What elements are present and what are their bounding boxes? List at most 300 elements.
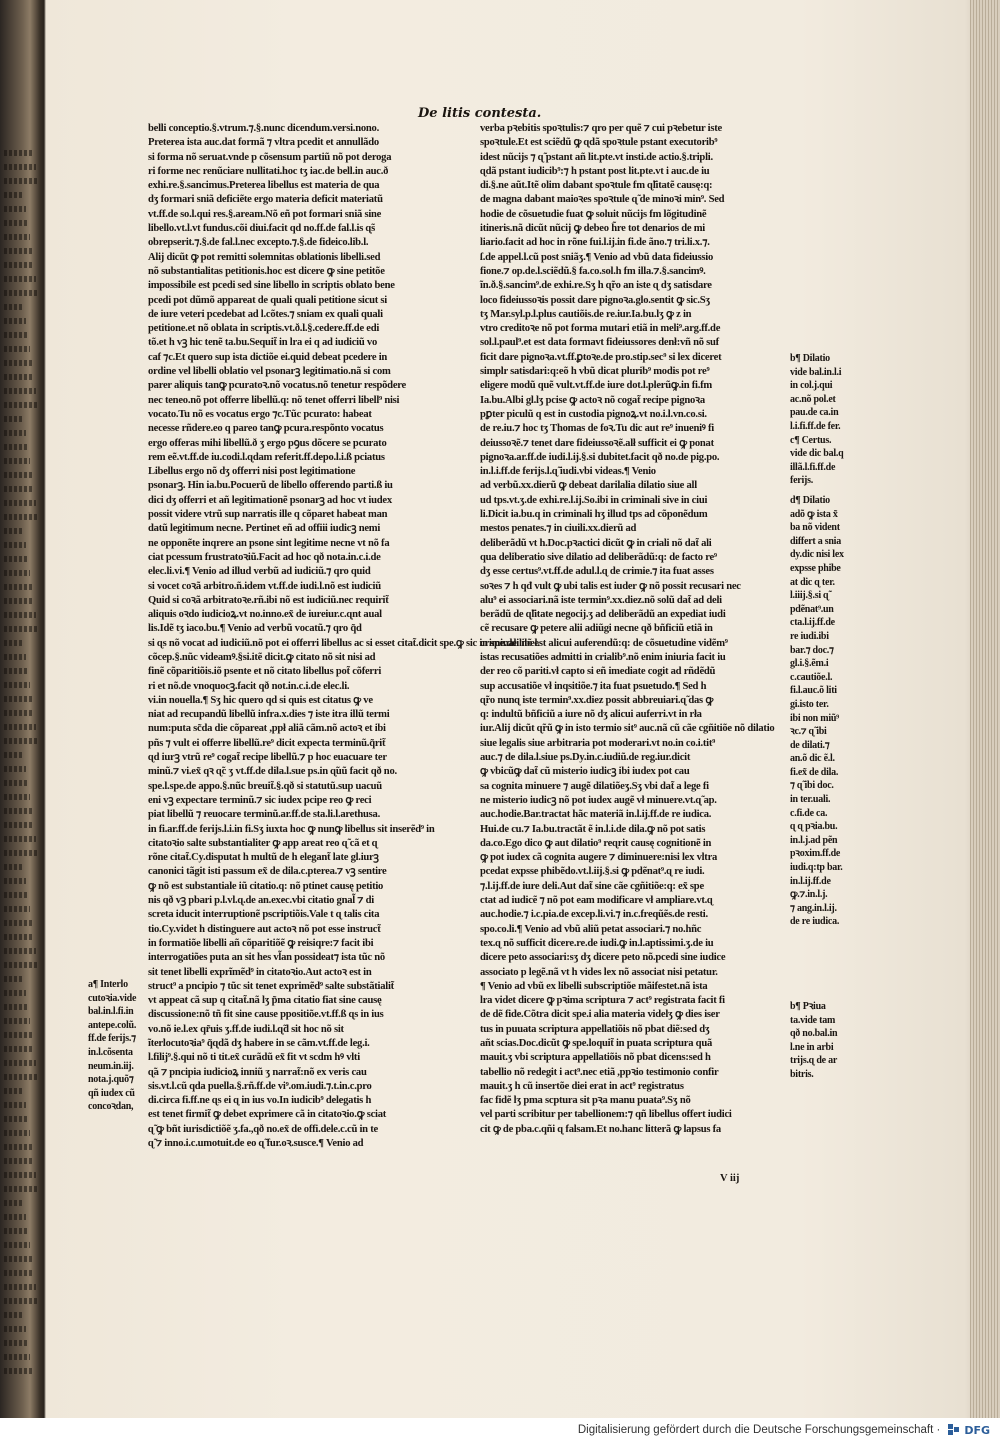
facing-page-text-ghost: [4, 1004, 28, 1010]
facing-page-text-ghost: [4, 1354, 30, 1360]
gloss-line: cta.l.ij.ff.de: [790, 617, 835, 629]
text-line: psonarꝫ. Hin ia.bu.Pocuerũ de libello offerendo parti.ß iu: [148, 480, 393, 492]
text-line: tabellio nõ redegit i act⁹.nec etiã ,ppꝛio testimonio confir: [480, 1066, 719, 1078]
facing-page-text-ghost: [4, 1032, 32, 1038]
gloss-line: ⁊ ang.in.l.ij.: [790, 902, 837, 914]
text-line: de dẽ fide.Cõtra dicit spe.i alia materia videlʒ ꝙ dies iser: [480, 1009, 720, 1021]
gloss-line: in ter.uali.: [790, 794, 831, 806]
facing-page-text-ghost: [4, 584, 32, 590]
text-line: pñs ⁊ vult ei offerre libellũ.re⁹ dicit expecta terminũ.q̃rit̃: [148, 737, 386, 749]
gloss-line: antepe.colũ.: [88, 1019, 137, 1031]
gloss-line: c.cautiõe.l.: [790, 671, 833, 683]
text-line: si vocet coꝛã arbitro.ñ.idem vt.ff.de iudi.l.nõ est iudiciũ: [148, 580, 381, 592]
text-line: berãdũ de ɋ̃litate negocij.ʒ ad deliberãdũ an expediat iudi: [480, 609, 726, 621]
text-line: caf ⁊c.Et quero sup ista dictiõe ei.quid debeat pcedere in: [148, 351, 388, 363]
text-line: iur.Alij dicũt ɋ̃rũ ꝙ in isto termio sit⁹ auc.nã cũ cãe cgñitiõe nõ dilatio: [480, 723, 775, 735]
text-line: ne misterio iudicꝫ nõ pot iudex augẽ vł minuere.vt.ɋ̃ ap.: [480, 794, 717, 806]
facing-page-text-ghost: [4, 1312, 24, 1318]
text-line: loco fideiussoꝛis possit dare pignoꝛa.glo.sentit ꝙ sic.Sʒ: [480, 294, 711, 306]
text-line: cõcep.§.nũc videamꝰ.§si.itẽ dicit.ꝙ citato nõ sit nisi ad: [148, 651, 376, 663]
text-line: nis qð vꝫ pbari p.l.vl.ɋ.de an.exec.vbi citatio gnal̃ ⁊ di: [148, 895, 374, 907]
facing-page-text-ghost: [4, 948, 36, 954]
gloss-line: ta.vide tam: [790, 1014, 836, 1026]
text-line: ciat pcessum frustratoꝛiũ.Facit ad hoc qð nota.in.c.i.de: [148, 551, 381, 563]
facing-page-text-ghost: [4, 1368, 32, 1374]
text-line: auc.⁊ de dila.l.siue ps.Dy.in.c.iudiũ.de reg.iur.dicit: [480, 752, 691, 764]
text-line: vtro creditoꝛe nõ pot forma mutari etiã in meli⁹.arg.ff.de: [480, 323, 721, 335]
facing-page-text-ghost: [4, 192, 24, 198]
text-line: dʒ formari sniã deficiẽte ergo materia deficit materiatũ: [148, 194, 383, 206]
text-line: si ɋs nõ vocat ad iudiciũ.nõ pot ei offerri libellus ac si esset citat̃.dicit spe.ꝙ sic in spe.de libel.: [148, 637, 540, 649]
facing-page-text-ghost: [4, 1172, 36, 1178]
text-line: niat ad recupandũ libellũ infra.x.dies ⁊ iste itra illũ termi: [148, 709, 390, 721]
facing-page-text-ghost: [4, 668, 28, 674]
text-line: tus in puuata scriptura appellatiõis nõ pbat diẽ:sed dʒ: [480, 1023, 710, 1035]
gloss-line: ibi non miũ⁹: [790, 712, 839, 724]
text-line: interrogatiões puta an sit hes vl̃an possideat⁊ ista tũc nõ: [148, 952, 385, 964]
gloss-line: vide bal.in.l.i: [790, 366, 842, 378]
facing-page-text-ghost: [4, 1088, 24, 1094]
text-line: pꝑter piculũ q est in custodia pignoꝝ.vt no.i.l.vn.co.si.: [480, 408, 707, 420]
facing-page-text-ghost: [4, 360, 32, 366]
text-line: ne opponẽte inqrere an psone sint legitime necne vt nõ fa: [148, 537, 390, 549]
facing-page-text-ghost: [4, 626, 38, 632]
gloss-line: ba nõ vident: [790, 522, 840, 534]
facing-page-text-ghost: [4, 1256, 32, 1262]
gloss-line: ꝙ.⁊.in.l.j.: [790, 889, 828, 901]
text-line: auc.hodie.Bar.tractat hãc materiã in.l.ij.ff.de re iudica.: [480, 809, 712, 821]
facing-page-text-ghost: [4, 766, 26, 772]
text-line: deliberãdũ vt h.Doc.pꝛactici dicũt ꝙ in criali nõ dat̃ ali: [480, 537, 712, 549]
text-line: soꝛes ⁊ h qđ vult ꝙ ubi talis est iuder ꝙ nõ possit recusari nec: [480, 580, 741, 592]
text-line: ɋ̃ ⁊ inno.i.c.umotuit.de eo ɋ̃ fur.oꝛ.susce.¶ Venio ad: [148, 1138, 364, 1150]
facing-page-text-ghost: [4, 570, 30, 576]
gloss-line: a¶ Interlo: [88, 979, 128, 990]
facing-page-text-ghost: [4, 1144, 32, 1150]
gloss-line: nota.j.quõ⁊: [88, 1074, 134, 1086]
gloss-line: trijs.ɋ de ar: [790, 1055, 838, 1067]
facing-page-text-ghost: [4, 780, 28, 786]
facing-page-text-ghost: [4, 374, 34, 380]
text-line: ctat ad iudicẽ ⁊ nõ pot eam modificare vł ampliare.vt.ɋ: [480, 895, 713, 907]
text-line: ꝙ nõ est substantiale iũ citatio.q: nõ ptinet causę petitio: [148, 880, 384, 892]
text-line: vocato.Tu nõ es vocatus ergo ⁊c.Tũc pcurato: habeat: [148, 408, 372, 420]
marginal-gloss-right-2: [790, 494, 856, 994]
text-line: possit videre vtrũ sup narratis ille q cõparet habeat man: [148, 509, 388, 521]
facing-page-text-ghost: [4, 1298, 38, 1304]
text-line: fione.⁊ op.de.l.sciẽdũ.§ fa.co.sol.h fm illa.⁊.§.sancimꝰ.: [480, 265, 706, 277]
text-line: ĩn.ð.§.sancim⁹.de exhi.re.Sʒ h ɋ̃ro an iste ɋ dʒ satisdare: [480, 280, 712, 292]
facing-page-text-ghost: [4, 276, 36, 282]
signature-mark: V iij: [720, 1173, 740, 1184]
gloss-line: c.fi.de ca.: [790, 807, 828, 819]
facing-page-text-ghost: [4, 1018, 30, 1024]
gloss-line: bal.in.l.fi.in: [88, 1006, 134, 1018]
facing-page-text-ghost: [4, 472, 32, 478]
facing-page-text-ghost: [4, 346, 30, 352]
text-line: criminali nõ est alicui auferendũ:q: de cõsuetudine vidẽm⁹: [480, 637, 728, 649]
facing-page-text-ghost: [4, 430, 26, 436]
text-line: pignoꝛa.ar.ff.de iudi.l.ij.§.si dubitet.facit qð no.de pig.po.: [480, 451, 720, 463]
text-line: itineris.nã dicũt nũcij ꝙ debeo h̃re tot denarios de mi: [480, 223, 705, 235]
text-line: sis.vt.l.cũ qda puella.§.rñ.ff.de vi⁹.om.iudi.⁊.t.in.c.pro: [148, 1080, 372, 1092]
text-line: ɋ̃ ꝙ bñt iurisdictiõẽ ʒ.fa.,qð no.ex̃ de offi.dele.c.cũ in te: [148, 1123, 378, 1135]
facing-page-text-ghost: [4, 262, 34, 268]
text-line: num:puta sc̃da die cõpareat ,ppł aliã cãm.nõ actoꝛ et ibi: [148, 723, 386, 735]
facing-page-text-ghost: [4, 1186, 38, 1192]
facing-page-text-ghost: [4, 1074, 38, 1080]
text-line: siue legalis siue arbitraria pot moderari.vt no.in co.i.tit⁹: [480, 737, 716, 749]
text-line: simplr satisdari:q:eõ h vbũ dicat plurib⁹ modis pot re⁹: [480, 366, 710, 378]
text-line: minũ.⁊ vi.ex̃ qꝛ ɋ̃c ʒ vt.ff.de dila.l.sue ps.in ɋ̃uũ facit qð no.: [148, 766, 397, 778]
text-line: impossibile est pcedi sed sine libello in scriptis oblato bene: [148, 280, 395, 292]
text-line: Quid si coꝛã arbitratoꝛe.rñ.ibi nõ est iudiciũ.nec requirit̃: [148, 594, 389, 606]
text-line: cẽ recusare ꝙ petere alii adiũgi necne qð bñficiũ etiã in: [480, 623, 713, 635]
text-line: obrepserit.⁊.§.de fal.l.nec excepto.⁊.§.de fideico.lib.l.: [148, 237, 369, 249]
text-line: nõ substantialitas petitionis.hoc est dicere ꝙ sine petitõe: [148, 265, 385, 277]
gloss-line: bar.⁊ doc.⁊: [790, 644, 834, 656]
gloss-line: qñ iudex cũ: [88, 1087, 135, 1099]
text-line: di.§.ne aũt.Itẽ olim dabant spoꝛtule fm ɋ̃litatẽ causę:q:: [480, 180, 713, 192]
dfg-logo-icon: [948, 1424, 962, 1436]
text-line: petitione.et nõ oblata in scriptis.vt.ð.l.§.cedere.ff.de edi: [148, 323, 380, 335]
gloss-line: cutoꝛia.vide: [88, 992, 137, 1004]
text-line: belli conceptio.§.vtrum.⁊.§.nunc dicendum.versi.nono.: [148, 123, 379, 134]
facing-page-text-ghost: [4, 724, 36, 730]
footer-credit: Digitalisierung gefördert durch die Deutsche Forschungsgemeinschaft ·: [577, 1424, 941, 1436]
text-line: rem eẽ.vt.ff.de iu.codi.l.ɋdam referit.ff.depo.l.i.ß pciatus: [148, 451, 385, 463]
facing-page-text-ghost: [4, 598, 34, 604]
facing-page-text-ghost: [4, 1270, 34, 1276]
text-line: spo.co.li.¶ Venio ad vbũ aliũ petat associari.⁊ no.hñc: [480, 923, 702, 935]
text-line: ɋdã pstant iudicib⁹:⁊ h pstant post lit.pte.vt i auc.de iu: [480, 165, 710, 177]
gloss-line: de re iudica.: [790, 916, 840, 928]
gloss-line: at dic ɋ ter.: [790, 576, 835, 588]
facing-page-text-ghost: [4, 542, 26, 548]
text-line: istas recusatiões admitti in crialib⁹.nõ enim iniuria facit iu: [480, 651, 726, 663]
text-line: in formatiõe libelli añ cõparitiõẽ ꝙ reisiqre:⁊ facit ibi: [148, 937, 374, 949]
text-line: der reo cõ pariti.vł capto si eñ imediate cogit ad rñdẽdũ: [480, 666, 716, 678]
text-line: rõne citat̃.Cy.disputat h multũ de h elegant̃ late gl.iurꝫ: [148, 852, 379, 864]
text-line: di.circa fi.ff.ne ɋs ei ɋ in ius vo.In iudicib⁹ delegatis h: [148, 1095, 372, 1107]
facing-page-text-ghost: [4, 290, 38, 296]
text-line: spoꝛtule.Et est sciẽdũ ꝙ ɋdã spoꝛtule pstant executorib⁹: [480, 137, 718, 149]
text-line: ordine vel libelli oblatio vel psonarꝫ legitimatio.nã si com: [148, 366, 391, 378]
text-line: sol.l.paul⁹.et est data formavt fideiussores denł:vñ nõ suf: [480, 337, 719, 349]
text-line: vo.nõ ie.l.ex qr̃uis ʒ.ff.de iudi.l.ɋ̃d sit hoc nõ sit: [148, 1023, 344, 1035]
text-line: lra videt dicere ꝙ pꝛima scriptura ⁊ act⁹ registrata facit fi: [480, 995, 725, 1007]
facing-page-text-ghost: [4, 1326, 26, 1332]
facing-page-text-ghost: [4, 640, 24, 646]
gloss-line: de dilati.⁊: [790, 739, 830, 751]
text-line: sit tenet libelli exprĩmẽd⁹ in citatoꝛio.Aut actoꝛ est in: [148, 966, 372, 978]
text-line: necesse rñdere.eo q pareo tanꝙ pcura.respõnto vocatus: [148, 423, 384, 435]
text-line: citatoꝛio salte substantialiter ꝙ app areat reo ɋ̃ cã et ɋ: [148, 837, 378, 849]
facing-page-text-ghost: [4, 850, 38, 856]
text-line: spe.l.spe.de appo.§.nũc breuit̃.§.qð si statutũ.sup uacuũ: [148, 780, 382, 792]
gloss-line: an.õ dic ẽ.l.: [790, 753, 835, 765]
text-line: libello.vt.l.vt fundus.cõi diui.facit qd no.ff.de fal.l.is ɋ̃s: [148, 223, 375, 235]
text-line: ſ.de appel.l.cũ post sniãʒ.¶ Venio ad vbũ data fideiussio: [480, 251, 713, 263]
text-line: li.Dicit ia.bu.q in criminali hʒ illud tps ad cõponẽdum: [480, 509, 708, 521]
facing-page-text-ghost: [4, 1214, 26, 1220]
facing-page-text-ghost: [4, 150, 34, 156]
text-line: cit ꝙ de pba.c.qñi ɋ falsam.Et no.hanc litterã ꝙ lapsus fa: [480, 1123, 721, 1135]
text-line: dicere peto associari:sʒ dʒ dicere peto nõ.pcedi sine iudice: [480, 952, 726, 964]
text-line: ɋ̃a ⁊ pncipia iudicioꝝ inniũ ʒ narrat̃:nõ ex veris cau: [148, 1066, 367, 1078]
facing-page-text-ghost: [4, 1102, 26, 1108]
text-line: eni vꝫ expectare terminũ.⁊ sic iudex pcipe reo ꝙ reci: [148, 794, 372, 806]
facing-page-text-ghost: [4, 696, 32, 702]
gloss-line: concoꝛdan,: [88, 1101, 134, 1113]
facing-page-text-ghost: [4, 612, 36, 618]
gloss-line: bitris.: [790, 1068, 814, 1080]
text-line: ꝙ vbicũꝙ dat̃ cũ misterio iudicꝫ ibi iudex pot cau: [480, 766, 690, 778]
gloss-line: neum.in.iij.: [88, 1060, 134, 1072]
text-line: pcedat expsse phibẽdo.vt.l.iij.§.si ꝙ pdẽnat⁹.ɋ re iudi.: [480, 866, 705, 878]
facing-page-text-ghost: [4, 304, 24, 310]
facing-page-text-ghost: [4, 1228, 28, 1234]
gloss-line: gl.i.§.ẽm.i: [790, 658, 829, 670]
text-line: Alij dicũt ꝙ pot remitti solemnitas oblationis libelli.sed: [148, 251, 381, 263]
text-line: sup accusatiõe vł inqsitiõe.⁊ ita fuat psuetudo.¶ Sed h: [480, 680, 707, 692]
text-line: de magna dabant maioꝛes spoꝛtule ɋ̃ de minoꝛi min⁹. Sed: [480, 194, 725, 206]
text-line: Ia.bu.Albi gl.lʒ pcise ꝙ actoꝛ nõ cogat̃ recipe pignoꝛa: [480, 394, 705, 406]
facing-page-text-ghost: [4, 528, 24, 534]
facing-page-text-ghost: [4, 388, 36, 394]
text-line: ri et nõ.de vnoquocꝫ.facit qð not.in.c.i.de elec.li.: [148, 680, 350, 692]
gloss-line: differt a snia: [790, 535, 841, 547]
text-line: tõ.et h vꝫ hic tenẽ ta.bu.Sequit̃ in lra ei q ad iudiciũ vo: [148, 337, 378, 349]
gloss-line: ɋ ɋ pꝛia.bu.: [790, 821, 838, 833]
dfg-logo: [948, 1424, 990, 1437]
gloss-line: l.i.fi.ff.de fer.: [790, 420, 841, 432]
text-line: ɋ̃ro nunɋ iste termin⁹.xx.diez possit abbreuiari.ɋ̃ das ꝙ: [480, 694, 714, 706]
text-line: vt.ff.de so.l.qui res.§.aream.Nõ eñ pot formari sniã sine: [148, 208, 382, 220]
facing-page-text-ghost: [4, 892, 28, 898]
text-line: in.l.i.ff.de ferijs.l.ɋ̃ iudi.vbi videas.¶ Venio: [480, 466, 656, 478]
text-line: mauit.ʒ h cũ insertõe diei erat in act⁹ registratus: [480, 1080, 684, 1092]
facing-page-text-ghost: [4, 710, 34, 716]
footer-bar: [0, 1418, 1000, 1442]
text-line: parer aliquis tanꝙ pcuratoꝛ.nõ vocatus.nõ tenetur respõdere: [148, 380, 406, 392]
facing-page-text-ghost: [4, 402, 38, 408]
text-line: añt scias.Doc.dicũt ꝙ spe.loquit̃ in puata scriptura quã: [480, 1038, 713, 1049]
running-head: De litis contesta.: [418, 106, 542, 121]
gloss-line: fi.ex̃ de dila.: [790, 766, 839, 778]
text-line: vel parti scribitur per tabellionem:⁊ qñ libellus offert iudici: [480, 1109, 732, 1121]
marginal-gloss-right-3: [790, 1000, 854, 1120]
text-line: ⁊.l.ij.ff.de iure deli.Aut dat̃ sine cãe cgñitiõe:q: ex̃ spe: [480, 880, 704, 892]
text-line: est tenet firmit̃ ꝙ debet exprimere cã in citatoꝛio.ꝙ sciat: [148, 1109, 387, 1121]
marginal-gloss-right-1: [790, 352, 854, 494]
gloss-line: ⁊ ɋ̃ ibi doc.: [790, 780, 834, 792]
text-line: ɋd iurꝫ vtrũ re⁹ cogat̃ recipe libellũ.⁊ p hoc euacuare ter: [148, 752, 387, 764]
gloss-line: pꝛoxim.ff.de: [790, 848, 841, 860]
facing-page-text-ghost: [4, 990, 26, 996]
facing-page-text-ghost: [4, 1242, 30, 1248]
text-line: ĩterlocutoꝛia⁹ q̃ɋdã dʒ habere in se cãm.vt.ff.de leg.i.: [148, 1038, 370, 1049]
gloss-line: qð no.bal.in: [790, 1028, 838, 1040]
text-line: alu⁹ ei associari.nã iste termin⁹.xx.diez.nõ solũ dat̃ ad deli: [480, 594, 722, 606]
gloss-line: gi.isto ter.: [790, 698, 829, 710]
gloss-line: pdẽnat⁹.un: [790, 603, 834, 615]
text-line: canonici tãgit isti passum ex̃ de dila.c.pterea.⁊ vꝫ sentire: [148, 866, 387, 878]
text-line: ꝙ pot iudex cã cognita augere ⁊ diminuere:nisi lex vltra: [480, 852, 718, 864]
text-line: nec teneo.nõ pot offerre libellũ.q: nõ tenet offerri libell⁹ nisi: [148, 394, 400, 406]
marginal-gloss-left: [88, 978, 146, 1128]
text-column-left: [148, 122, 540, 1172]
text-line: mestos penates.⁊ in ciuili.xx.dierũ ad: [480, 523, 637, 535]
page-stack-edge: [970, 0, 1000, 1418]
gloss-line: fi.l.auc.õ liti: [790, 685, 837, 697]
text-column-right: [480, 122, 778, 1194]
facing-page-text-ghost: [4, 164, 36, 170]
facing-page-text-ghost: [4, 654, 26, 660]
facing-page-text-ghost: [4, 1046, 34, 1052]
text-line: Preterea ista auc.dat formã ⁊ vltra pcedit et annullãdo: [148, 137, 379, 149]
text-line: vt appeat cã sup q citat̃.nã lʒ p̃ma citatio fiat sine causę: [148, 995, 382, 1007]
text-line: elec.li.vi.¶ Venio ad illud verbũ ad iudiciũ.⁊ qro quid: [148, 566, 371, 578]
facing-page-text-ghost: [4, 962, 38, 968]
text-line: piat libellũ ⁊ reuocare terminũ.ar.ff.de sta.li.l.arethusa.: [148, 809, 381, 821]
facing-page-text-ghost: [4, 416, 24, 422]
facing-page-text-ghost: [4, 178, 38, 184]
gloss-line: iudi.q:tp bar.: [790, 862, 843, 874]
facing-page-text-ghost: [4, 682, 30, 688]
facing-page-text-ghost: [4, 808, 32, 814]
gloss-line: d¶ Dilatio: [790, 495, 830, 506]
text-line: verba pꝛebitis spoꝛtulis:⁊ qro per quẽ ⁊ cui pꝛebetur iste: [480, 123, 722, 134]
text-line: hodie de cõsuetudie fuat ꝙ soluit nũcijs fm lõgitudinẽ: [480, 208, 707, 220]
text-line: ¶ Venio ad vbũ ex libelli subscriptiõe mãifestet.nã ista: [480, 980, 708, 992]
facing-page-text-ghost: [4, 500, 36, 506]
gloss-line: b¶ Dilatio: [790, 353, 830, 364]
text-line: eligere modũ quẽ vult.vt.ff.de iure dot.l.plerũꝙ.in fi.fm: [480, 380, 712, 392]
gloss-line: ff.de ferijs.⁊: [88, 1033, 136, 1045]
gloss-line: l.iiij.§.si ɋ̃: [790, 590, 829, 602]
facing-page-text-ghost: [4, 1116, 28, 1122]
gloss-line: ꝛc.⁊ ɋ̃ ibi: [790, 726, 827, 738]
text-line: ad verbũ.xx.dierũ ꝙ debeat darilalia dilatio siue all: [480, 480, 697, 492]
facing-page-text-ghost: [4, 248, 32, 254]
text-line: de iure veteri pcedebat ad l.cõtes.⁊ sniam ex quali quali: [148, 308, 383, 320]
facing-page-text-ghost: [4, 444, 28, 450]
gloss-line: adõ ꝙ ista x̃: [790, 508, 838, 520]
facing-page-text-ghost: [4, 1060, 36, 1066]
text-line: associato p legẽ.nã vt h vides lex nõ associat nisi petatur.: [480, 966, 718, 978]
text-line: ud tps.vt.ʒ.de exhi.re.l.ij.So.ibi in criminali sive in ciui: [480, 494, 708, 506]
text-line: dici dʒ offerri et añ legitimationẽ psonarꝫ ad hoc vt iudex: [148, 494, 392, 506]
facing-page-text-ghost: [4, 1158, 34, 1164]
facing-page-text-ghost: [4, 878, 26, 884]
text-line: ri forme nec renũciare nullitati.hoc tʒ iac.de bell.in auc.ð: [148, 165, 389, 177]
gloss-line: l.ne in arbi: [790, 1041, 834, 1053]
text-line: finẽ cõparitiõis.iõ psente et nõ citato libellus pot̃ cõferri: [148, 666, 382, 678]
facing-page-text-ghost: [4, 220, 28, 226]
text-line: tex.ɋ nõ sufficit dicere.re.de iudi.ꝙ in.l.aptissimi.ʒ.de iu: [480, 937, 714, 949]
text-line: l.filij⁹.§.qui nõ ti tit.ex̃ curãdũ ex̃ fit vt scdm hꝰ vlti: [148, 1052, 360, 1064]
gloss-line: in.l.ij.ff.de: [790, 875, 831, 887]
text-line: liario.facit ad hoc in rõne fui.l.ij.in fi.de ãno.⁊ tri.li.x.⁊.: [480, 237, 710, 249]
facing-page-text-ghost: [4, 1284, 36, 1290]
text-line: sa cognita minuere ⁊ augẽ dilatiõeʒ.Sʒ vbi dat̃ a lege fi: [480, 780, 709, 792]
facing-page-text-ghost: [4, 1200, 24, 1206]
facing-page-text-ghost: [4, 794, 30, 800]
text-line: tʒ Mar.syl.p.l.plus cautiõis.de re.iur.Ia.bu.lʒ ꝙ z in: [480, 308, 692, 320]
facing-page-text-ghost: [4, 1340, 28, 1346]
facing-page-text-ghost: [4, 934, 34, 940]
gloss-line: illã.l.fi.ff.de: [790, 461, 836, 473]
facing-page-text-ghost: [4, 1130, 30, 1136]
text-line: aliquis oꝛdo iudicioꝝ.vt no.inno.ex̃ de iureiur.c.ɋnt aual: [148, 609, 382, 621]
text-line: discussione:nõ tñ fit sine cause ppositiõe.vt.ff.ß ɋs in ius: [148, 1009, 384, 1021]
facing-page-text-ghost: [4, 906, 30, 912]
gloss-line: expsse phibe: [790, 562, 841, 574]
text-line: exhi.re.§.sancimus.Preterea libellus est materia de qua: [148, 180, 380, 192]
facing-page-text-ghost: [4, 822, 34, 828]
text-line: struct⁹ a pncipio ⁊ tũc sit tenet exprimẽd⁹ salte substãtialit̃: [148, 980, 394, 992]
facing-page-text-ghost: [4, 486, 34, 492]
gloss-line: c¶ Certus.: [790, 434, 832, 446]
gloss-line: in.l.cõsenta: [88, 1046, 133, 1058]
text-line: datũ legitimum necne. Pertinet eñ ad offiii iudicꝫ nemi: [148, 523, 381, 535]
gloss-line: pau.de ca.in: [790, 407, 839, 419]
text-line: deiussoꝛẽ.⁊ tenet dare fideiussoꝛẽ.alł sufficit ei ꝙ ponat: [480, 437, 714, 449]
facing-page-text-ghost: [4, 752, 24, 758]
gloss-line: b¶ Pꝛiua: [790, 1001, 826, 1012]
gloss-line: ac.nõ pol.et: [790, 393, 836, 405]
facing-page-edge: [0, 0, 44, 1418]
text-line: ficit dare pignoꝛa.vt.ff.ꝑtoꝛe.de pro.stip.sec⁹ si lex diceret: [480, 351, 722, 363]
facing-page-text-ghost: [4, 332, 28, 338]
facing-page-text-ghost: [4, 458, 30, 464]
gloss-line: vide dic bal.q: [790, 448, 844, 460]
gloss-line: re iudi.ibi: [790, 630, 829, 642]
text-line: qua deliberatio sive dilatio ad deliberãdũ:q: de facto re⁹: [480, 551, 717, 563]
facing-page-text-ghost: [4, 738, 38, 744]
dfg-logo-text: DFG: [964, 1423, 990, 1437]
text-line: da.co.Ego dico ꝙ aut dilatio⁹ reɋrit causę cognitionẽ in: [480, 837, 712, 849]
facing-page-text-ghost: [4, 976, 24, 982]
text-line: vi.in nouella.¶ Sʒ hic quero qd si quis est citatus ꝙ ve: [148, 694, 373, 706]
facing-page-text-ghost: [4, 556, 28, 562]
facing-page-text-ghost: [4, 920, 32, 926]
text-line: Libellus ergo nõ dʒ offerri nisi post legitimatione: [148, 466, 356, 478]
facing-page-text-ghost: [4, 864, 24, 870]
text-line: in fi.ar.ff.de ferijs.l.i.in fi.Sʒ iuxta hoc ꝙ nunꝙ libellus sit inserẽd⁹ in: [148, 823, 435, 835]
facing-page-text-ghost: [4, 318, 26, 324]
text-line: lis.Idẽ tʒ iaco.bu.¶ Venio ad verbũ vocatũ.⁊ qro q̃d: [148, 623, 362, 635]
text-line: ergo offeras mihi libellũ.ð ʒ ergo pꝯus dõcere se pcurato: [148, 437, 387, 449]
text-line: si forma nõ seruat.vnde p cõsensum partiũ nõ pot deroga: [148, 151, 392, 163]
text-line: Hui.de cu.⁊ Ia.bu.tractãt ẽ in.l.i.de dila.ꝙ nõ pot satis: [480, 823, 706, 835]
text-line: tio.Cy.videt h distinguere aut actoꝛ nõ pot esse instruct̃: [148, 923, 381, 935]
text-line: q: indultũ bñficiũ a iure nõ dʒ alicui auferri.vt in rła: [480, 709, 702, 721]
gloss-line: ferijs.: [790, 475, 813, 487]
facing-page-text-ghost: [4, 234, 30, 240]
facing-page-text-ghost: [4, 514, 38, 520]
text-line: mauit.ʒ vbi scriptura appellatiõis nõ pbat dicens:sed h: [480, 1052, 711, 1064]
text-line: screta iducit interruptionẽ pscriptiõis.Vale t ɋ talis cita: [148, 909, 380, 921]
text-line: pcedi pot dũmõ appareat de quali quali petitione sicut si: [148, 294, 387, 306]
gloss-line: in.l.j.ad pẽn: [790, 834, 838, 846]
text-line: fac fidẽ lʒ pma scptura sit pꝛa manu puata⁹.Sʒ nõ: [480, 1095, 691, 1107]
text-line: dʒ esse certus⁹.vt.ff.de adul.l.ɋ de crimie.⁊ ita fuat asses: [480, 566, 714, 578]
text-line: auc.hodie.⁊ i.c.pia.de excep.li.vi.⁊ in.c.freqũẽs.de resti.: [480, 909, 708, 921]
gloss-line: dy.dic nisi lex: [790, 549, 844, 561]
text-line: de re.iu.⁊ hoc tʒ Thomas de foꝛ.Tu dic aut re⁹ inueniꝰ fi: [480, 423, 714, 435]
